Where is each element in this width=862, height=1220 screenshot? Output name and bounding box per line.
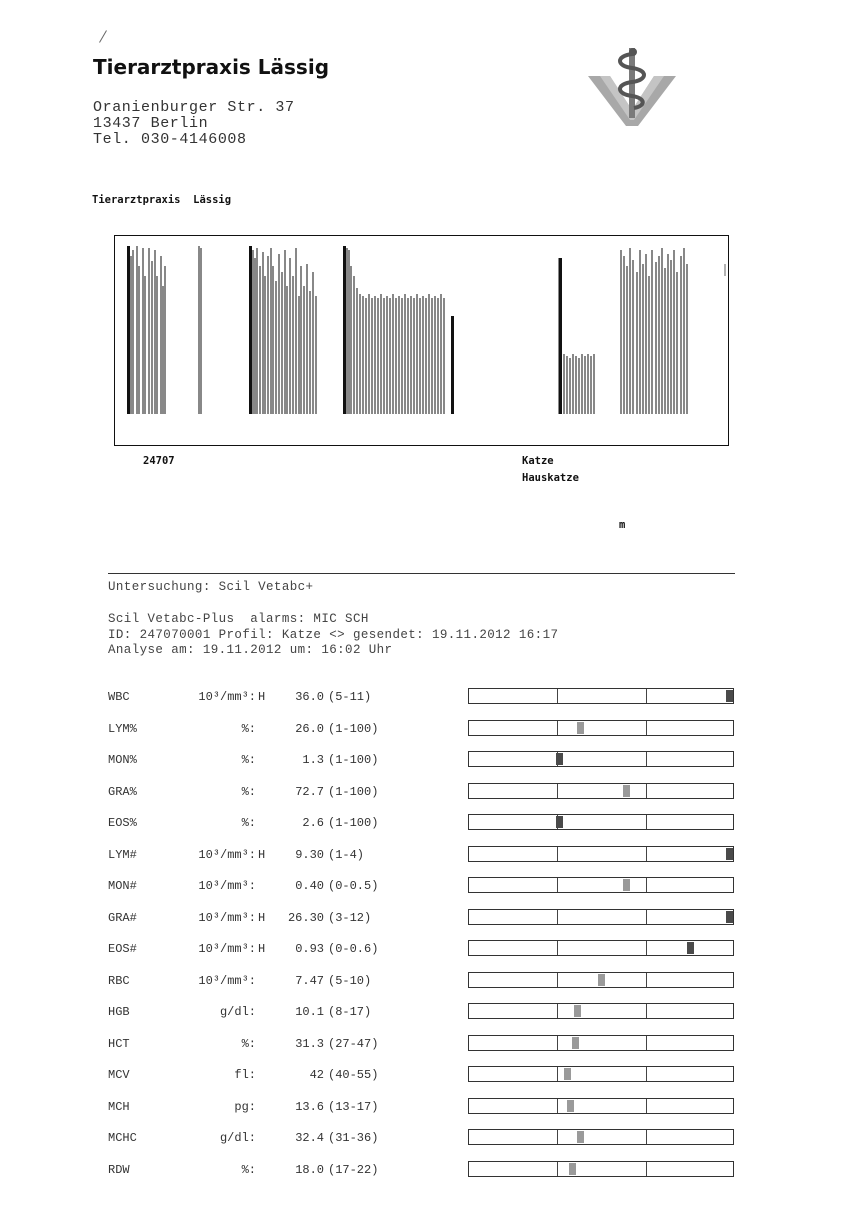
result-unit: pg: [234,1100,256,1114]
result-value: 26.30 [287,911,324,925]
result-range-bar [468,940,734,956]
result-range: (27-47) [328,1037,379,1051]
result-unit: %: [241,1037,256,1051]
result-unit: 10³/mm³: [198,690,256,704]
exam-alarms: Scil Vetabc-Plus alarms: MIC SCH [108,612,369,626]
exam-title: Untersuchung: Scil Vetabc+ [108,580,314,594]
clinic-name: Tierarztpraxis Lässig [93,55,330,79]
result-value: 42 [309,1068,324,1082]
result-label: LYM# [108,848,137,862]
result-value: 10.1 [295,1005,324,1019]
bar-divider-low [557,1036,558,1050]
result-unit: 10³/mm³: [198,879,256,893]
result-label: EOS% [108,816,137,830]
result-range: (3-12) [328,911,372,925]
result-range: (13-17) [328,1100,379,1114]
result-range-bar [468,720,734,736]
result-range: (0-0.6) [328,942,379,956]
result-range-bar [468,814,734,830]
result-range: (40-55) [328,1068,379,1082]
exam-id-line: ID: 247070001 Profil: Katze <> gesendet: 19.11.2012 16:17 [108,628,559,642]
result-level-marker [623,879,630,891]
patient-sex: m [619,519,626,531]
bar-divider-high [646,1162,647,1176]
result-label: RDW [108,1163,130,1177]
result-range-bar [468,1003,734,1019]
result-level-marker [572,1037,579,1049]
result-flag: H [258,911,266,925]
result-value: 13.6 [295,1100,324,1114]
result-label: GRA# [108,911,137,925]
result-label: MON% [108,753,137,767]
result-value: 7.47 [295,974,324,988]
address-city: 13437 Berlin [93,115,209,132]
bar-divider-high [646,784,647,798]
result-level-marker [577,722,584,734]
result-range: (5-10) [328,974,372,988]
result-value: 0.93 [295,942,324,956]
result-range: (17-22) [328,1163,379,1177]
barcode-box [114,235,729,446]
result-level-marker [726,848,733,860]
bar-divider-high [646,1099,647,1113]
result-unit: g/dl: [219,1005,256,1019]
result-value: 9.30 [295,848,324,862]
result-range-bar [468,1098,734,1114]
bar-divider-high [646,1004,647,1018]
bar-divider-low [557,721,558,735]
bar-divider-low [557,1099,558,1113]
bar-divider-low [557,878,558,892]
result-range-bar [468,877,734,893]
result-range-bar [468,1066,734,1082]
bar-divider-low [557,1067,558,1081]
patient-breed: Hauskatze [522,472,579,484]
result-label: HCT [108,1037,130,1051]
result-label: HGB [108,1005,130,1019]
bar-divider-low [557,1162,558,1176]
bar-divider-high [646,878,647,892]
result-level-marker [567,1100,574,1112]
result-range: (0-0.5) [328,879,379,893]
result-label: WBC [108,690,130,704]
result-unit: %: [241,785,256,799]
result-level-marker [564,1068,571,1080]
result-level-marker [726,911,733,923]
result-range: (1-4) [328,848,365,862]
result-range-bar [468,688,734,704]
bar-divider-high [646,1067,647,1081]
bar-divider-high [646,721,647,735]
result-value: 72.7 [295,785,324,799]
result-level-marker [556,816,563,828]
bar-divider-low [557,847,558,861]
result-label: MON# [108,879,137,893]
result-value: 32.4 [295,1131,324,1145]
result-flag: H [258,848,266,862]
result-range-bar [468,783,734,799]
bar-divider-low [557,1004,558,1018]
bar-divider-low [557,1130,558,1144]
bar-divider-high [646,752,647,766]
result-unit: fl: [234,1068,256,1082]
result-level-marker [726,690,733,702]
result-value: 26.0 [295,722,324,736]
result-range: (8-17) [328,1005,372,1019]
result-unit: %: [241,1163,256,1177]
result-level-marker [687,942,694,954]
result-label: EOS# [108,942,137,956]
result-range-bar [468,972,734,988]
bar-divider-high [646,941,647,955]
result-value: 31.3 [295,1037,324,1051]
phone-number: Tel. 030-4146008 [93,131,247,148]
result-label: RBC [108,974,130,988]
result-value: 0.40 [295,879,324,893]
patient-id: 24707 [143,455,175,467]
result-label: MCV [108,1068,130,1082]
result-unit: 10³/mm³: [198,848,256,862]
result-level-marker [574,1005,581,1017]
result-range: (1-100) [328,816,379,830]
bar-divider-high [646,689,647,703]
result-unit: 10³/mm³: [198,974,256,988]
result-unit: 10³/mm³: [198,911,256,925]
bar-divider-low [557,689,558,703]
bar-divider-high [646,973,647,987]
result-unit: %: [241,722,256,736]
result-label: MCHC [108,1131,137,1145]
result-flag: H [258,690,266,704]
result-unit: 10³/mm³: [198,942,256,956]
bar-divider-low [557,910,558,924]
patient-species: Katze [522,455,554,467]
exam-analysis-line: Analyse am: 19.11.2012 um: 16:02 Uhr [108,643,393,657]
barcode-graphic [115,236,727,444]
bar-divider-high [646,1130,647,1144]
bar-divider-low [557,973,558,987]
result-range-bar [468,1035,734,1051]
result-unit: %: [241,753,256,767]
result-value: 18.0 [295,1163,324,1177]
address-street: Oranienburger Str. 37 [93,99,295,116]
result-level-marker [623,785,630,797]
bar-divider-high [646,815,647,829]
bar-divider-high [646,1036,647,1050]
result-range-bar [468,1161,734,1177]
result-label: MCH [108,1100,130,1114]
result-value: 2.6 [302,816,324,830]
bar-divider-high [646,847,647,861]
result-range: (1-100) [328,753,379,767]
result-value: 36.0 [295,690,324,704]
result-label: LYM% [108,722,137,736]
result-range: (1-100) [328,722,379,736]
result-value: 1.3 [302,753,324,767]
veterinary-logo [586,46,678,128]
result-range: (1-100) [328,785,379,799]
result-flag: H [258,942,266,956]
result-unit: %: [241,816,256,830]
result-range-bar [468,1129,734,1145]
clinic-subtitle: Tierarztpraxis Lässig [92,194,232,206]
result-range: (31-36) [328,1131,379,1145]
result-level-marker [569,1163,576,1175]
bar-divider-low [557,784,558,798]
result-range-bar [468,751,734,767]
bar-divider-high [646,910,647,924]
result-level-marker [577,1131,584,1143]
section-divider [108,573,735,574]
result-range-bar [468,846,734,862]
result-range-bar [468,909,734,925]
result-label: GRA% [108,785,137,799]
result-level-marker [598,974,605,986]
result-level-marker [556,753,563,765]
result-range: (5-11) [328,690,372,704]
pen-mark [99,30,107,43]
bar-divider-low [557,941,558,955]
result-unit: g/dl: [219,1131,256,1145]
